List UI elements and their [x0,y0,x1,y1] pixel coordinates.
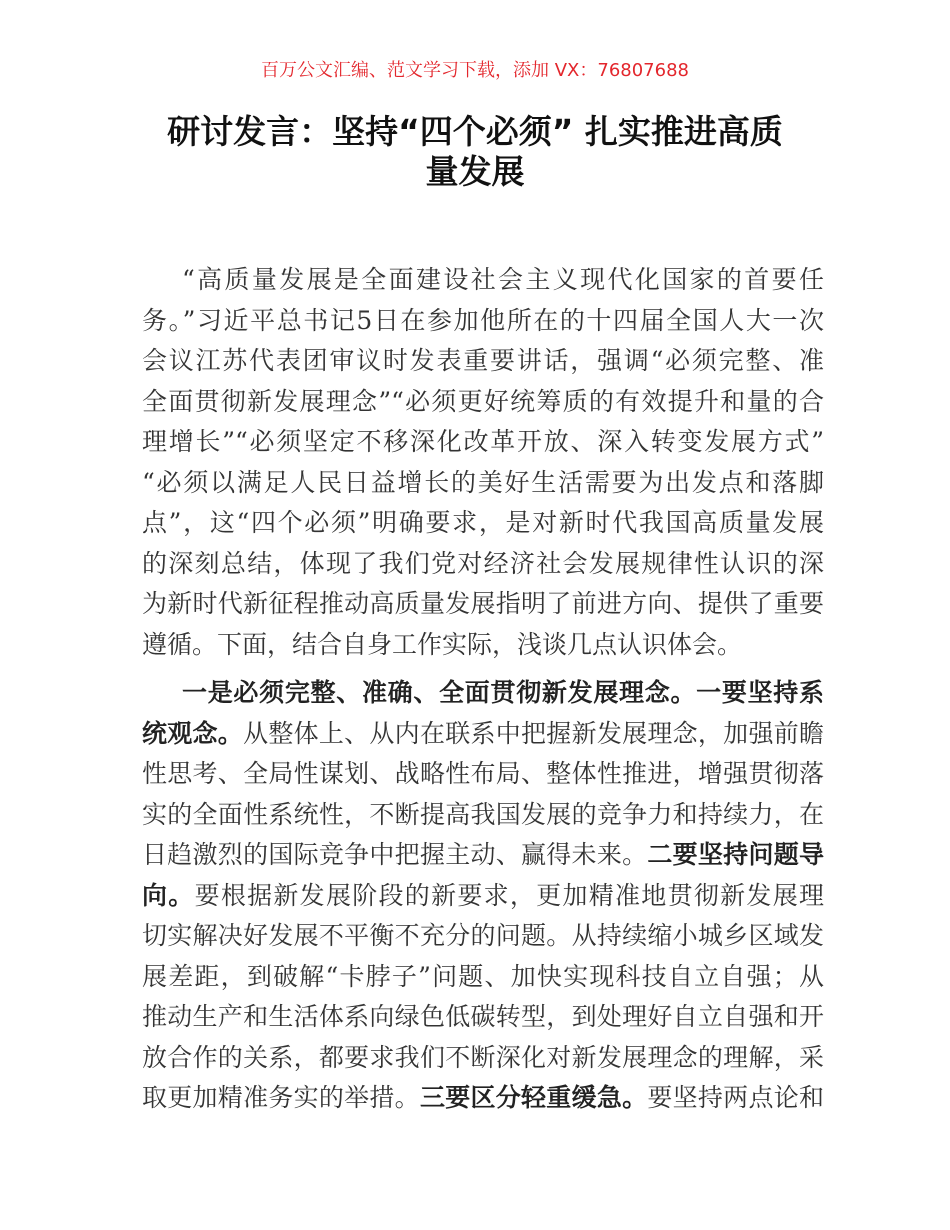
text-line [142,997,824,1038]
text-line [142,673,824,714]
body-text: 实的全面性系统性，不断提高我国发展的竞争力和持续力，在 [142,799,824,829]
body-text: 日趋激烈的国际竞争中把握主动、赢得未来。 [142,840,648,869]
text-line [142,1038,824,1079]
text-line [142,382,824,423]
bold-heading-text: 二要坚持问题导 [647,840,824,869]
bold-heading-text: 三要区分轻重缓急。 [419,1083,648,1112]
body-text: 务。”习近平总书记5日在参加他所在的十四届全国人大一次 [142,305,824,335]
body-text: “必须以满足人民日益增长的美好生活需要为出发点和落脚 [142,467,824,497]
text-line [142,625,824,666]
body-text: 会议江苏代表团审议时发表重要讲话，强调“必须完整、准 [142,346,824,375]
text-line [142,422,824,463]
text-line [142,584,824,625]
title-line-2: 量发展 [425,152,525,191]
text-line [142,835,824,876]
body-text: 性思考、全局性谋划、战略性布局、整体性推进，增强贯彻落 [142,759,824,788]
body-text: 点”，这“四个必须”明确要求，是对新时代我国高质量发展 [142,508,824,537]
paragraph [142,260,824,665]
bold-heading-text: 向。 [142,880,195,910]
body-text: 遵循。下面，结合自身工作实际，浅谈几点认识体会。 [142,629,743,659]
body-text: 展差距，到破解“卡脖子”问题、加快实现科技自立自强；从 [142,961,824,991]
text-line [142,260,824,301]
text-line [142,916,824,957]
body-text: 从整体上、从内在联系中把握新发展理念，加强前瞻 [243,718,824,748]
body-text: 取更加精准务实的举措。 [142,1083,420,1112]
text-line [142,876,824,917]
body-text: 理增长”“必须坚定不移深化改革开放、深入转变发展方式” [142,427,824,456]
text-line [142,957,824,998]
watermark-header: 百万公文汇编、范文学习下载，添加 VX：76807688 [261,60,689,81]
body-text: 要坚持两点论和 [647,1083,824,1112]
text-line [142,754,824,795]
body-text: 为新时代新征程推动高质量发展指明了前进方向、提供了重要 [142,589,824,618]
paragraph [142,673,824,1119]
text-line [142,714,824,755]
body-text: 放合作的关系，都要求我们不断深化对新发展理念的理解，采 [142,1042,824,1072]
bold-heading-text: 一是必须完整、准确、全面贯彻新发展理念。一要坚持系 [182,678,824,707]
text-line [142,1078,824,1119]
text-line [142,463,824,504]
document-body [142,260,824,1127]
document-title [120,112,830,192]
bold-heading-text: 统观念。 [142,718,244,748]
body-text: 全面贯彻新发展理念”“必须更好统筹质的有效提升和量的合 [142,386,824,416]
text-line [142,503,824,544]
body-text: 的深刻总结，体现了我们党对经济社会发展规律性认识的深 [142,548,824,578]
body-text: 切实解决好发展不平衡不充分的问题。从持续缩小城乡区域发 [142,921,824,950]
text-line [142,795,824,836]
body-text: 要根据新发展阶段的新要求，更加精准地贯彻新发展理 [194,880,824,910]
text-line [142,341,824,382]
body-text: “高质量发展是全面建设社会主义现代化国家的首要任 [182,265,824,294]
text-line [142,301,824,342]
text-line [142,544,824,585]
body-text: 推动生产和生活体系向绿色低碳转型，到处理好自立自强和开 [142,1002,824,1031]
title-line-1: 研讨发言：坚持“四个必须” 扎实推进高质 [167,112,783,151]
